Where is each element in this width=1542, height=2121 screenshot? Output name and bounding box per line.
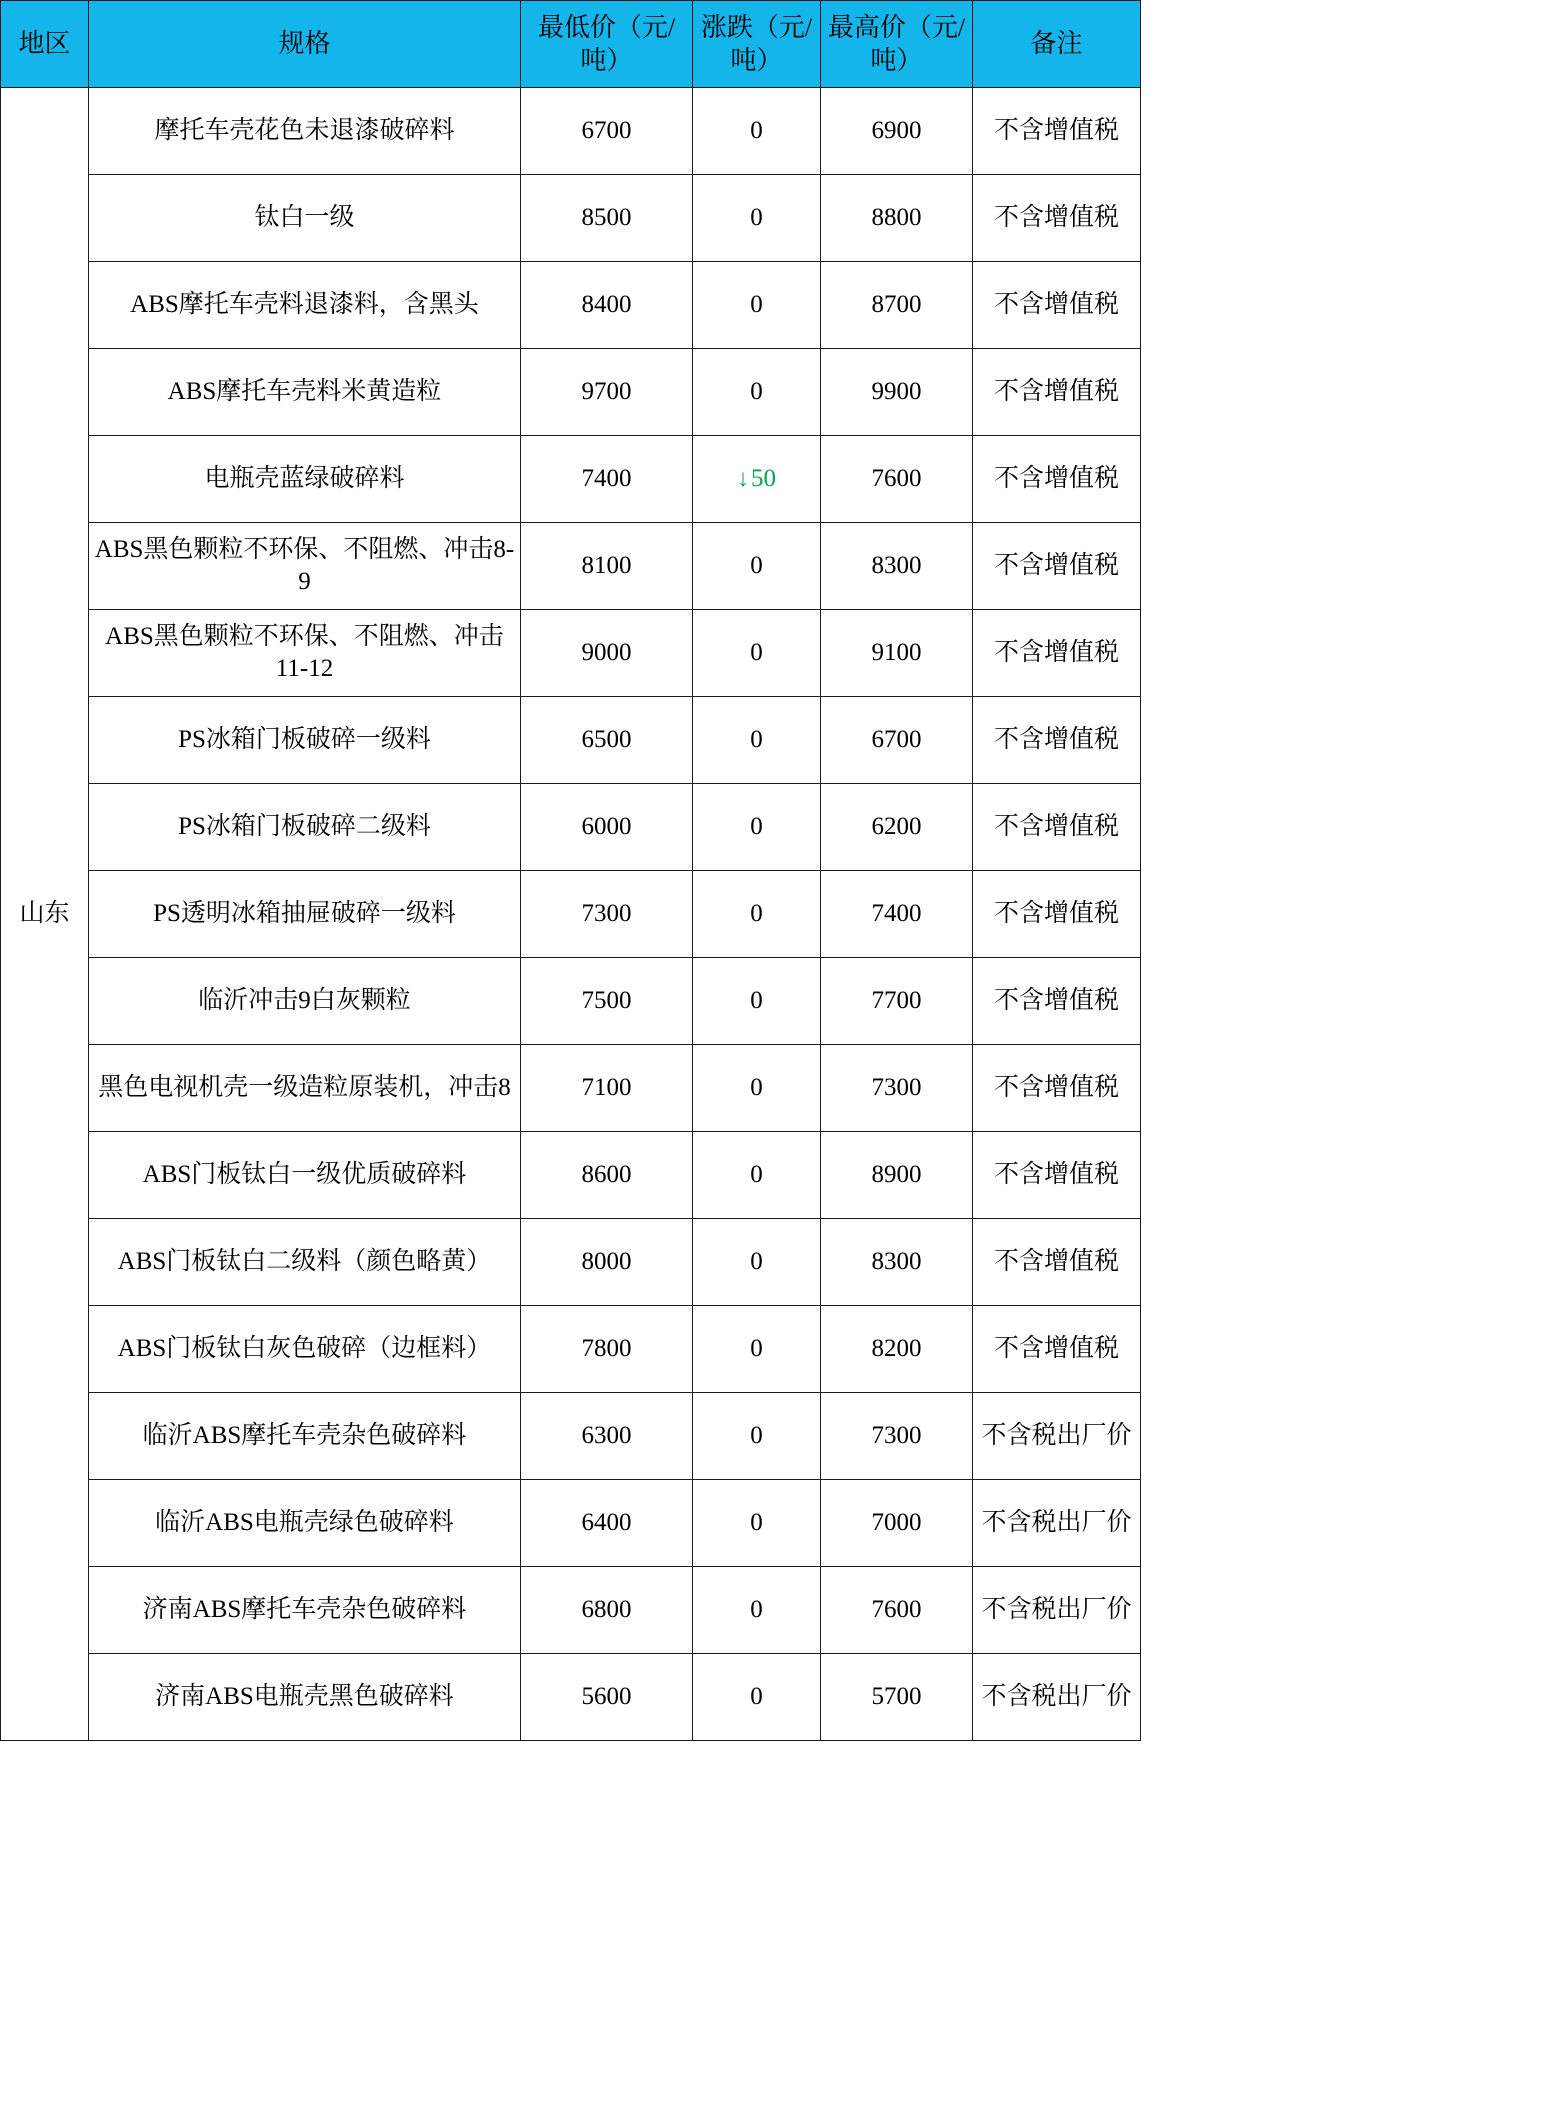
change-value: 0	[750, 1596, 763, 1623]
high-price-cell: 8900	[821, 1132, 973, 1219]
low-price-cell: 7300	[521, 871, 693, 958]
change-cell	[693, 262, 821, 349]
spec-cell: ABS摩托车壳料米黄造粒	[89, 349, 521, 436]
remark-cell: 不含增值税	[973, 610, 1141, 697]
remark-cell: 不含增值税	[973, 784, 1141, 871]
change-cell	[693, 958, 821, 1045]
table-row	[1, 958, 1141, 1045]
table-body	[1, 88, 1141, 1741]
change-cell	[693, 1306, 821, 1393]
low-price-cell: 7800	[521, 1306, 693, 1393]
low-price-cell: 5600	[521, 1654, 693, 1741]
high-price-cell: 6700	[821, 697, 973, 784]
high-price-cell: 8300	[821, 1219, 973, 1306]
low-price-cell: 9700	[521, 349, 693, 436]
change-cell	[693, 871, 821, 958]
spec-cell: PS冰箱门板破碎二级料	[89, 784, 521, 871]
table-row	[1, 610, 1141, 697]
change-cell	[693, 697, 821, 784]
low-price-cell: 8100	[521, 523, 693, 610]
spec-cell: 济南ABS电瓶壳黑色破碎料	[89, 1654, 521, 1741]
high-price-cell: 7400	[821, 871, 973, 958]
change-value: 0	[750, 726, 763, 753]
change-value: 0	[750, 987, 763, 1014]
table-row	[1, 1132, 1141, 1219]
spec-cell: 临沂冲击9白灰颗粒	[89, 958, 521, 1045]
change-value: 0	[750, 378, 763, 405]
table-row	[1, 1393, 1141, 1480]
spec-cell: ABS门板钛白二级料（颜色略黄）	[89, 1219, 521, 1306]
low-price-cell: 7400	[521, 436, 693, 523]
low-price-cell: 6400	[521, 1480, 693, 1567]
high-price-cell: 9100	[821, 610, 973, 697]
remark-cell: 不含增值税	[973, 1045, 1141, 1132]
change-cell	[693, 784, 821, 871]
low-price-cell: 7500	[521, 958, 693, 1045]
high-price-cell: 7000	[821, 1480, 973, 1567]
table-row	[1, 1654, 1141, 1741]
column-header-region: 地区	[1, 1, 89, 88]
change-cell	[693, 1480, 821, 1567]
remark-cell: 不含增值税	[973, 1306, 1141, 1393]
high-price-cell: 8700	[821, 262, 973, 349]
change-value: 0	[750, 639, 763, 666]
table-row	[1, 262, 1141, 349]
change-value: 0	[750, 552, 763, 579]
low-price-cell: 8500	[521, 175, 693, 262]
table-row	[1, 1045, 1141, 1132]
spec-cell: ABS摩托车壳料退漆料，含黑头	[89, 262, 521, 349]
low-price-cell: 6000	[521, 784, 693, 871]
table-row	[1, 871, 1141, 958]
table-row	[1, 523, 1141, 610]
spec-cell: ABS黑色颗粒不环保、不阻燃、冲击11-12	[89, 610, 521, 697]
high-price-cell: 7600	[821, 1567, 973, 1654]
low-price-cell: 9000	[521, 610, 693, 697]
change-cell	[693, 1219, 821, 1306]
column-header-spec: 规格	[89, 1, 521, 88]
remark-cell: 不含增值税	[973, 349, 1141, 436]
arrow-down-icon: ↓	[737, 466, 749, 492]
column-header-remark: 备注	[973, 1, 1141, 88]
high-price-cell: 7300	[821, 1393, 973, 1480]
high-price-cell: 8800	[821, 175, 973, 262]
change-cell	[693, 1132, 821, 1219]
remark-cell: 不含增值税	[973, 175, 1141, 262]
spec-cell: 济南ABS摩托车壳杂色破碎料	[89, 1567, 521, 1654]
high-price-cell: 8300	[821, 523, 973, 610]
table-row	[1, 88, 1141, 175]
low-price-cell: 8600	[521, 1132, 693, 1219]
remark-cell: 不含增值税	[973, 697, 1141, 784]
spec-cell: 黑色电视机壳一级造粒原装机，冲击8	[89, 1045, 521, 1132]
spec-cell: 钛白一级	[89, 175, 521, 262]
change-value: 0	[750, 1422, 763, 1449]
low-price-cell: 8000	[521, 1219, 693, 1306]
table-row	[1, 1219, 1141, 1306]
high-price-cell: 8200	[821, 1306, 973, 1393]
table-row	[1, 349, 1141, 436]
change-value: 0	[750, 900, 763, 927]
column-header-low-price: 最低价（元/吨）	[521, 1, 693, 88]
remark-cell: 不含税出厂价	[973, 1393, 1141, 1480]
low-price-cell: 6700	[521, 88, 693, 175]
low-price-cell: 8400	[521, 262, 693, 349]
remark-cell: 不含增值税	[973, 1219, 1141, 1306]
remark-cell: 不含增值税	[973, 871, 1141, 958]
table-row	[1, 697, 1141, 784]
change-cell	[693, 1393, 821, 1480]
remark-cell: 不含增值税	[973, 262, 1141, 349]
table-row	[1, 1480, 1141, 1567]
change-cell	[693, 436, 821, 523]
region-cell: 山东	[1, 88, 89, 1741]
high-price-cell: 5700	[821, 1654, 973, 1741]
remark-cell: 不含增值税	[973, 436, 1141, 523]
change-value: 0	[750, 117, 763, 144]
spec-cell: 电瓶壳蓝绿破碎料	[89, 436, 521, 523]
remark-cell: 不含税出厂价	[973, 1567, 1141, 1654]
high-price-cell: 7300	[821, 1045, 973, 1132]
change-value: 0	[750, 291, 763, 318]
remark-cell: 不含增值税	[973, 523, 1141, 610]
spec-cell: PS透明冰箱抽屉破碎一级料	[89, 871, 521, 958]
change-value: 0	[750, 1248, 763, 1275]
change-value: 0	[750, 813, 763, 840]
change-value: 0	[750, 1683, 763, 1710]
change-cell	[693, 1567, 821, 1654]
spec-cell: ABS门板钛白一级优质破碎料	[89, 1132, 521, 1219]
low-price-cell: 6300	[521, 1393, 693, 1480]
change-down-indicator	[737, 465, 776, 492]
table-header-row	[1, 1, 1141, 88]
high-price-cell: 6200	[821, 784, 973, 871]
spec-cell: ABS黑色颗粒不环保、不阻燃、冲击8-9	[89, 523, 521, 610]
spec-cell: 临沂ABS摩托车壳杂色破碎料	[89, 1393, 521, 1480]
remark-cell: 不含税出厂价	[973, 1480, 1141, 1567]
remark-cell: 不含增值税	[973, 958, 1141, 1045]
remark-cell: 不含税出厂价	[973, 1654, 1141, 1741]
change-cell	[693, 1045, 821, 1132]
spec-cell: 临沂ABS电瓶壳绿色破碎料	[89, 1480, 521, 1567]
change-value: 0	[750, 204, 763, 231]
table-row	[1, 175, 1141, 262]
change-cell	[693, 175, 821, 262]
low-price-cell: 6800	[521, 1567, 693, 1654]
table-row	[1, 1567, 1141, 1654]
change-value: 0	[750, 1074, 763, 1101]
change-cell	[693, 610, 821, 697]
high-price-cell: 7600	[821, 436, 973, 523]
remark-cell: 不含增值税	[973, 1132, 1141, 1219]
table-row	[1, 436, 1141, 523]
table-row	[1, 1306, 1141, 1393]
column-header-change: 涨跌（元/吨）	[693, 1, 821, 88]
change-value: 0	[750, 1161, 763, 1188]
change-cell	[693, 349, 821, 436]
spec-cell: PS冰箱门板破碎一级料	[89, 697, 521, 784]
high-price-cell: 7700	[821, 958, 973, 1045]
change-cell	[693, 1654, 821, 1741]
column-header-high-price: 最高价（元/吨）	[821, 1, 973, 88]
spec-cell: ABS门板钛白灰色破碎（边框料）	[89, 1306, 521, 1393]
spec-cell: 摩托车壳花色未退漆破碎料	[89, 88, 521, 175]
change-value: 50	[751, 465, 776, 492]
low-price-cell: 6500	[521, 697, 693, 784]
change-cell	[693, 523, 821, 610]
change-value: 0	[750, 1509, 763, 1536]
low-price-cell: 7100	[521, 1045, 693, 1132]
table-row	[1, 784, 1141, 871]
high-price-cell: 6900	[821, 88, 973, 175]
high-price-cell: 9900	[821, 349, 973, 436]
change-cell	[693, 88, 821, 175]
remark-cell: 不含增值税	[973, 88, 1141, 175]
change-value: 0	[750, 1335, 763, 1362]
